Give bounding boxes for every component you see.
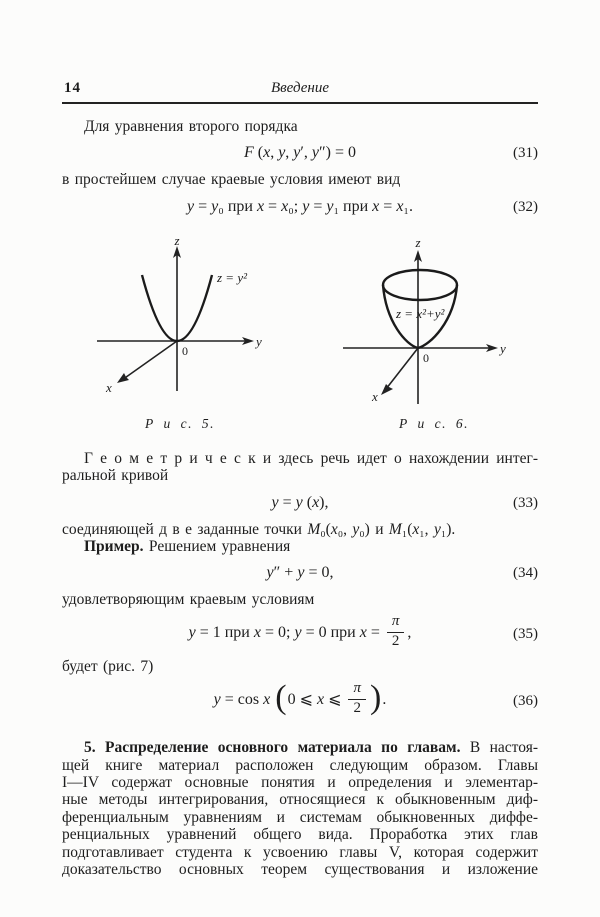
example-line [62,538,538,555]
fig5-origin-label: 0 [182,343,188,358]
fraction-numerator: π [387,614,405,633]
fig5-z-label: z [174,233,180,248]
page-content [62,80,538,879]
section-5-line: ференциальным уравнениям и системам обыкновенных диффе- [62,808,538,826]
fig6-surface-label: z = x²+y² [396,305,445,321]
equation-35-tail: , [407,624,412,642]
equation-34-number: (34) [513,565,538,582]
fraction-pi-over-2 [348,681,366,717]
section-5-line-1-rest: В настоя- [469,739,538,757]
section-5-line: I—IV содержат основные понятия и определения и элементар- [62,774,538,792]
connect-line: соединяющей д в е заданные точки M₀(x₀, y₀) и M₁(x₁, y₁). [62,520,456,538]
geometric-paragraph-line-1: Г е о м е т р и ч е с к и здесь речь идет о нахождении интег- [84,449,538,467]
equation-33-number: (33) [513,494,538,511]
fig5-x-arrow-icon [117,373,129,383]
fig5-x-axis [122,341,177,380]
fraction-pi-over-2 [387,614,405,650]
equation-32-formula: y = y₀ при x = x₀; y = y₁ при x = x₁. [186,197,413,215]
section-5-line: подготавливает студента к усвоению главы V, которая содержит [62,843,538,861]
section-5-line: ные методы интегрирования, относящиеся к обыкновенным диф- [62,791,538,809]
close-paren: ) [370,678,382,716]
fig6-x-axis [386,348,418,389]
equation-34-formula: y″ + y = 0, [266,564,334,582]
example-rest: Решением уравнения [148,538,291,556]
fig6-x-label: x [372,388,378,404]
fig6-x-arrow-icon [381,384,393,395]
equation-35-pre: y = 1 при x = 0; y = 0 при x = [188,624,384,642]
figure-5-drawing [84,234,276,413]
spacer [62,436,538,450]
figure-6 [328,234,540,432]
figure-6-caption: Р и с. 6. [398,415,470,431]
section-5-line: ренциальных уравнений общего вида. Проработка этих глав [62,826,538,844]
running-title: Введение [271,80,329,96]
fraction-denominator: 2 [391,632,400,649]
open-paren: ( [275,678,287,716]
spacer [62,725,538,739]
fig5-y-label: y [256,333,262,349]
will-line: будет (рис. 7) [62,658,154,676]
boundary-line: в простейшем случае краевые условия имеют вид [62,171,401,189]
fig6-z-label: z [415,234,421,250]
equation-36-formula [213,678,387,716]
satisfy-line: удовлетворяющим краевым условиям [62,591,315,609]
section-5-line: щей книге материал расположен следующим образом. Главы [62,756,538,774]
fig5-x-label: x [106,379,112,395]
equation-34 [62,562,538,584]
figure-5 [84,234,276,432]
equation-31-number: (31) [513,145,538,162]
fraction-numerator: π [348,681,366,700]
equation-35 [62,612,538,652]
equation-31-formula: F (x, y, y′, y″) = 0 [243,144,357,162]
section-5-heading: 5. Распределение основного материала по главам. [84,739,461,757]
equation-35-number: (35) [513,625,538,642]
fig5-curve-label: z = y² [217,269,247,285]
section-5-line [62,739,538,756]
equation-36-pre: y = cos x [213,691,271,709]
spacer [62,104,538,118]
equation-33-formula: y = y (x), [271,493,329,511]
figures-row [62,234,538,436]
equation-36-inner: 0 ⩽ x ⩽ [287,691,346,709]
fraction-denominator: 2 [353,699,361,716]
equation-36-number: (36) [513,692,538,709]
intro-line: Для уравнения второго порядка [84,118,298,135]
fig6-y-label: y [500,340,506,356]
example-lead: Пример. [84,538,144,556]
running-header [62,80,538,104]
section-5-paragraph [62,739,538,878]
fig6-origin-label: 0 [423,350,429,365]
equation-33 [62,492,538,514]
equation-31 [62,142,538,164]
equation-36-tail: . [382,691,387,709]
figure-6-drawing [328,234,540,413]
page-number: 14 [64,80,81,96]
equation-32 [62,196,538,218]
geometric-paragraph-line-2: ральной кривой [62,467,169,485]
section-5-line: доказательство основных теорем существования и изложение [62,861,538,879]
fig6-cup-rim-ellipse [383,270,457,300]
equation-36 [62,678,538,719]
figure-5-caption: Р и с. 5. [144,415,216,431]
equation-32-number: (32) [513,198,538,215]
equation-35-formula [188,612,412,649]
